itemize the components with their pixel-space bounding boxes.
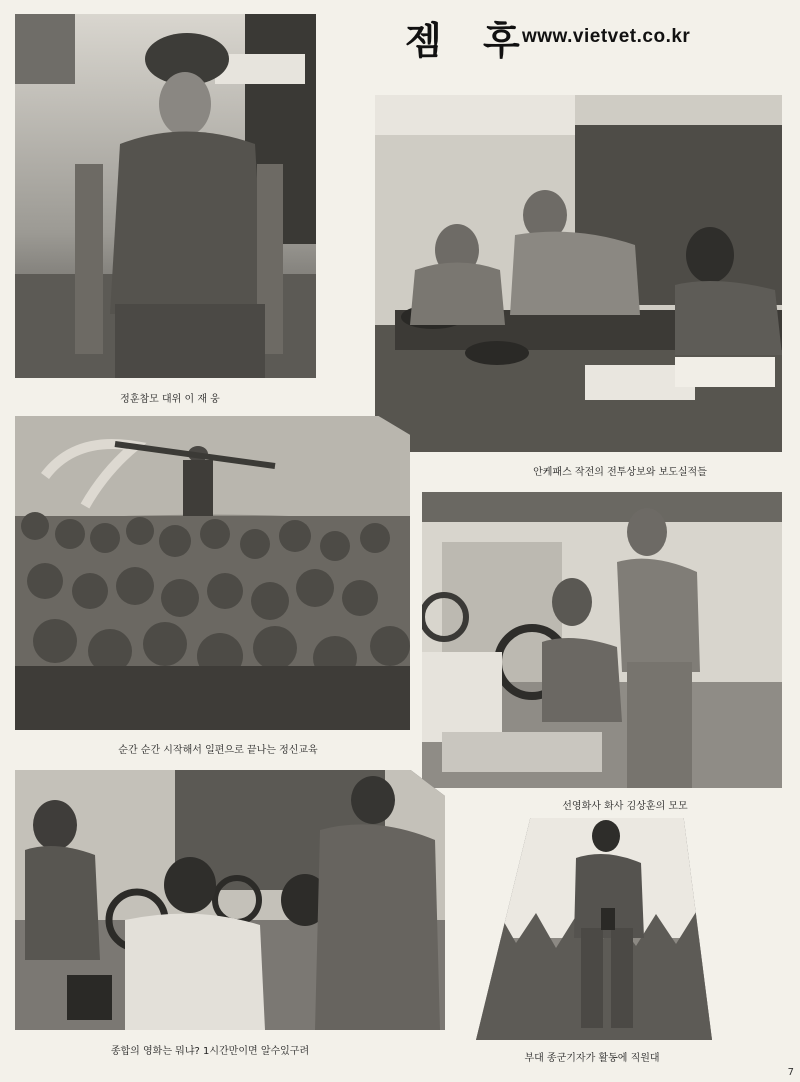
photo-projectionist xyxy=(422,492,782,788)
photo-soldier-field xyxy=(476,818,712,1040)
photo-film-screening xyxy=(15,770,445,1030)
caption-photo-3: 순간 순간 시작해서 일편으로 끝나는 정신교육 xyxy=(118,745,318,756)
site-url: www.vietvet.co.kr xyxy=(522,26,691,47)
page-title: 젬 후 xyxy=(405,18,534,63)
caption-photo-6: 부대 종군기자가 활동에 직원대 xyxy=(524,1053,660,1064)
caption-photo-1: 정훈참모 대위 이 재 웅 xyxy=(120,394,220,405)
photo-desk-scene xyxy=(375,95,782,452)
caption-photo-2: 안케패스 작전의 전투상보와 보도실적들 xyxy=(533,467,707,478)
caption-photo-4: 선영화사 화사 김상훈의 모모 xyxy=(562,801,688,812)
page-number: 7 xyxy=(787,1067,794,1078)
photo-troops-gathering xyxy=(15,416,410,730)
photo-soldier-portrait xyxy=(15,14,316,378)
caption-photo-5: 종합의 영화는 뭐냐? 1시간만이면 알수있구려 xyxy=(110,1046,310,1057)
